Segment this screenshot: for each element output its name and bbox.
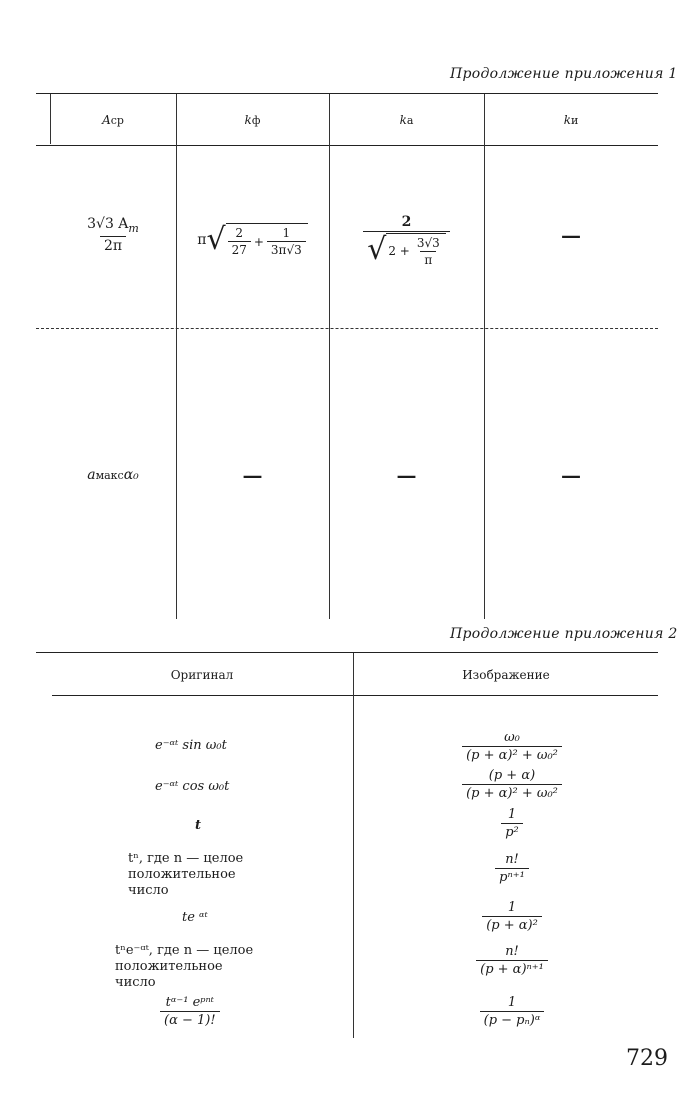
table2-col-divider (353, 653, 354, 1038)
table1-col-divider-1 (176, 94, 177, 619)
t2-row1-image: $\frac{\text{ω₀}}{\text{(p + α)² + ω₀²}}$ (462, 730, 562, 763)
t2-row4-original: tⁿ, где n — целое положительное число (128, 851, 244, 898)
table1-top-rule (36, 93, 658, 94)
table1-col-divider-2 (329, 94, 330, 619)
table1-row1-ka: 2 √ 2 + $\frac{3√3}{\pi}$ (329, 195, 484, 285)
table1-row1-kf: π √ $\frac{2}{27}$ + $\frac{1}{3\pi√3}$ (176, 200, 329, 280)
table1-row2-kf: — (242, 463, 263, 487)
t2-row7-original: $\frac{\text{tᵅ⁻¹ eᵖⁿᵗ}}{(\alpha - 1)!}$ (160, 995, 220, 1028)
t2-row3-original: t (195, 818, 202, 833)
t2-row5-original: te ᵅᵗ (182, 910, 208, 925)
radical-sign-icon: √ (206, 222, 226, 257)
table1-row1-acp: $\frac{3√3 A_m}{2\pi}$ (87, 216, 139, 254)
table1-row1-ki: — (561, 223, 581, 247)
table2-caption: Продолжение приложения 2 (450, 626, 678, 642)
t2-row4-image: $\frac{n!}{\text{pⁿ⁺¹}}$ (462, 852, 562, 885)
table1-col-divider-3 (484, 94, 485, 619)
t2-row6-original: tⁿe⁻ᵅᵗ, где n — целое положительное число (115, 943, 254, 990)
table1-header-kf: k ф (244, 113, 261, 127)
table1-row2-ki: — (561, 463, 581, 487)
t2-row1-original: e⁻ᵅᵗ sin ω₀t (155, 738, 227, 753)
table1-row-rule (36, 328, 658, 329)
t2-row5-image: $\frac{1}{\text{(p + α)²}}$ (462, 900, 562, 933)
radical-sign-icon: √ (367, 231, 387, 267)
t2-row6-image: $\frac{n!}{\text{(p + α)ⁿ⁺¹}}$ (462, 944, 562, 977)
table2-header-rule (52, 695, 658, 696)
table1-row2-ka: — (396, 463, 417, 487)
t2-row3-image: $\frac{1}{\text{p²}}$ (462, 807, 562, 840)
t2-row7-image: $\frac{1}{\text{(p − pₙ)ᵅ}}$ (462, 995, 562, 1028)
table1-header-rule (36, 145, 658, 146)
table1-header-acp: A ср (102, 113, 124, 127)
t2-row2-original: e⁻ᵅᵗ cos ω₀t (155, 779, 230, 794)
table1-row2-acp: a макс α₀ (87, 467, 139, 483)
t2-row2-image: $\frac{(p + \alpha)}{\text{(p + α)² + ω₀²}}$ (462, 768, 562, 801)
table1-header-ka: k а (399, 113, 414, 127)
table2-header-original: Оригинал (170, 668, 234, 682)
table2-top-rule (36, 652, 658, 653)
table1-caption: Продолжение приложения 1 (450, 66, 678, 82)
page-number: 729 (626, 1046, 668, 1071)
table1-header-ki: k и (563, 113, 579, 127)
table2-header-image: Изображение (462, 668, 550, 682)
